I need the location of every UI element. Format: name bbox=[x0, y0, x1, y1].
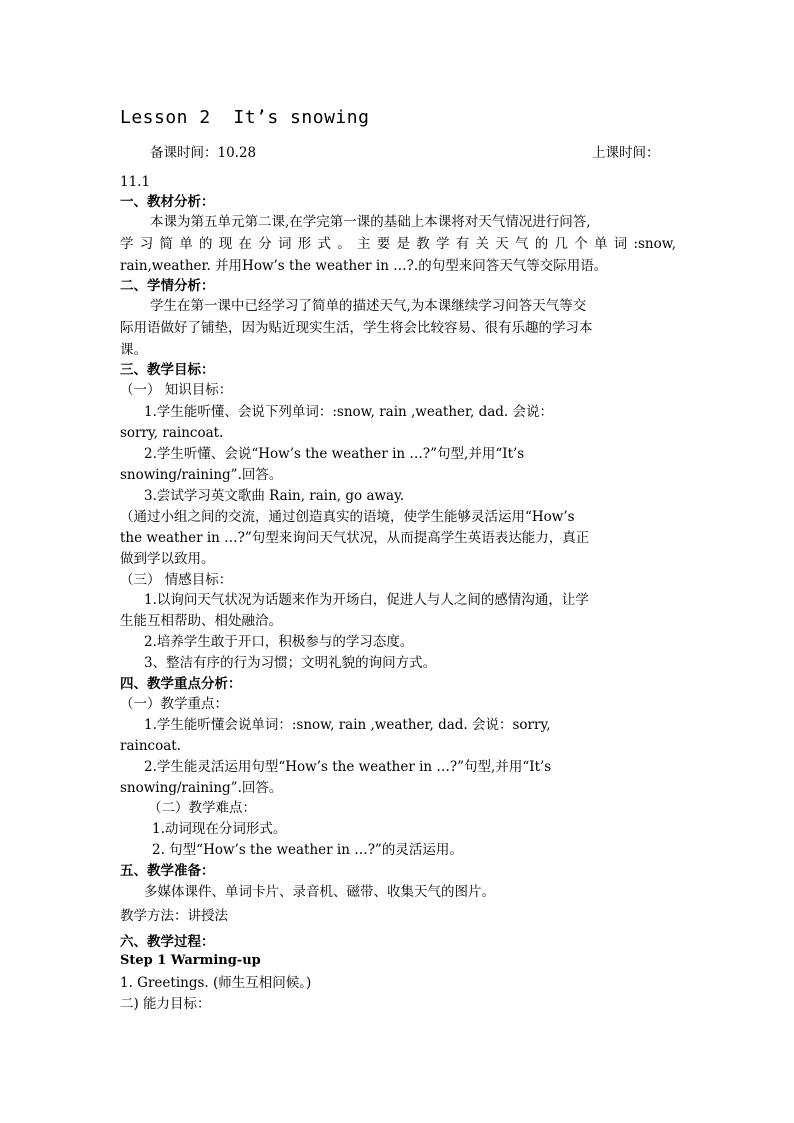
subheading-knowledge-goals: （一） 知识目标： bbox=[120, 382, 233, 398]
list-item-continued: snowing/raining”.回答。 bbox=[120, 467, 283, 483]
paragraph-line: 课。 bbox=[120, 342, 147, 358]
list-item: 2.培养学生敢于开口，积极参与的学习态度。 bbox=[144, 634, 414, 650]
paragraph-line: rain,weather. 并用How’s the weather in …?.的句型来问答天气等交际用语。 bbox=[120, 258, 608, 274]
list-item: 1.动词现在分词形式。 bbox=[152, 821, 287, 837]
list-item: 1.以询问天气状况为话题来作为开场白，促进人与人之间的感情沟通，让学 bbox=[144, 592, 589, 608]
subheading-teaching-difficulty: （二）教学难点： bbox=[148, 800, 256, 816]
paragraph-line: 学生在第一课中已经学习了简单的描述天气,为本课继续学习问答天气等交 bbox=[150, 298, 587, 314]
list-item: 2.学生能灵活运用句型“How’s the weather in …?”句型,并用“It’s bbox=[144, 759, 552, 775]
teaching-method: 教学方法：讲授法 bbox=[120, 908, 228, 924]
list-item-continued: raincoat. bbox=[120, 738, 181, 754]
list-item: 1.学生能听懂会说单词：:snow, rain ,weather, dad. 会说：sorry, bbox=[144, 717, 551, 733]
section-heading-key-points: 四、教学重点分析： bbox=[120, 676, 242, 692]
section-heading-preparation: 五、教学准备： bbox=[120, 863, 215, 879]
paragraph-line: 多媒体课件、单词卡片、录音机、磁带、收集天气的图片。 bbox=[144, 884, 495, 900]
list-item-continued: 生能互相帮助、相处融洽。 bbox=[120, 613, 282, 629]
paragraph-line: 做到学以致用。 bbox=[120, 551, 215, 567]
lesson-title: Lesson 2 It’s snowing bbox=[120, 107, 370, 128]
paragraph-line: the weather in …?”句型来询问天气状况，从而提高学生英语表达能力，真正 bbox=[120, 530, 590, 546]
section-heading-teaching-goals: 三、教学目标： bbox=[120, 362, 215, 378]
section-heading-teaching-process: 六、教学过程： bbox=[120, 934, 215, 950]
prep-time: 备课时间：10.28 bbox=[150, 145, 257, 161]
list-item: 2.学生听懂、会说“How’s the weather in …?”句型,并用“It’s bbox=[144, 446, 525, 462]
list-item: 3、整洁有序的行为习惯；文明礼貌的询问方式。 bbox=[144, 655, 437, 671]
list-item: 2. 句型“How’s the weather in …?”的灵活运用。 bbox=[152, 842, 463, 858]
list-item: 1.学生能听懂、会说下列单词：:snow, rain ,weather, dad. 会说： bbox=[144, 404, 553, 420]
list-item-continued: sorry, raincoat. bbox=[120, 425, 224, 441]
subheading-emotional-goals: （三） 情感目标： bbox=[120, 572, 233, 588]
section-heading-student-analysis: 二、学情分析： bbox=[120, 278, 215, 294]
list-item: 3.尝试学习英文歌曲 Rain, rain, go away. bbox=[144, 488, 405, 504]
list-item-continued: snowing/raining”.回答。 bbox=[120, 780, 283, 796]
paragraph-line: （通过小组之间的交流，通过创造真实的语境，使学生能够灵活运用“How’s bbox=[120, 509, 575, 525]
section-heading-textbook-analysis: 一、教材分析： bbox=[120, 194, 215, 210]
paragraph-line: 际用语做好了铺垫，因为贴近现实生活，学生将会比较容易、很有乐趣的学习本 bbox=[120, 320, 593, 336]
paragraph-line: 学习简单的现在分词形式。主要是教学有关天气的几个单词:snow, bbox=[120, 236, 676, 252]
class-time-continued: 11.1 bbox=[120, 174, 151, 190]
subheading-teaching-focus: （一）教学重点： bbox=[120, 696, 228, 712]
class-time: 上课时间： bbox=[592, 145, 660, 161]
paragraph-line: 本课为第五单元第二课,在学完第一课的基础上本课将对天气情况进行问答, bbox=[150, 214, 591, 230]
subheading-ability-goals: 二) 能力目标： bbox=[120, 996, 211, 1012]
step-heading: Step 1 Warming-up bbox=[120, 953, 261, 968]
list-item: 1. Greetings. (师生互相问候。) bbox=[120, 975, 312, 991]
